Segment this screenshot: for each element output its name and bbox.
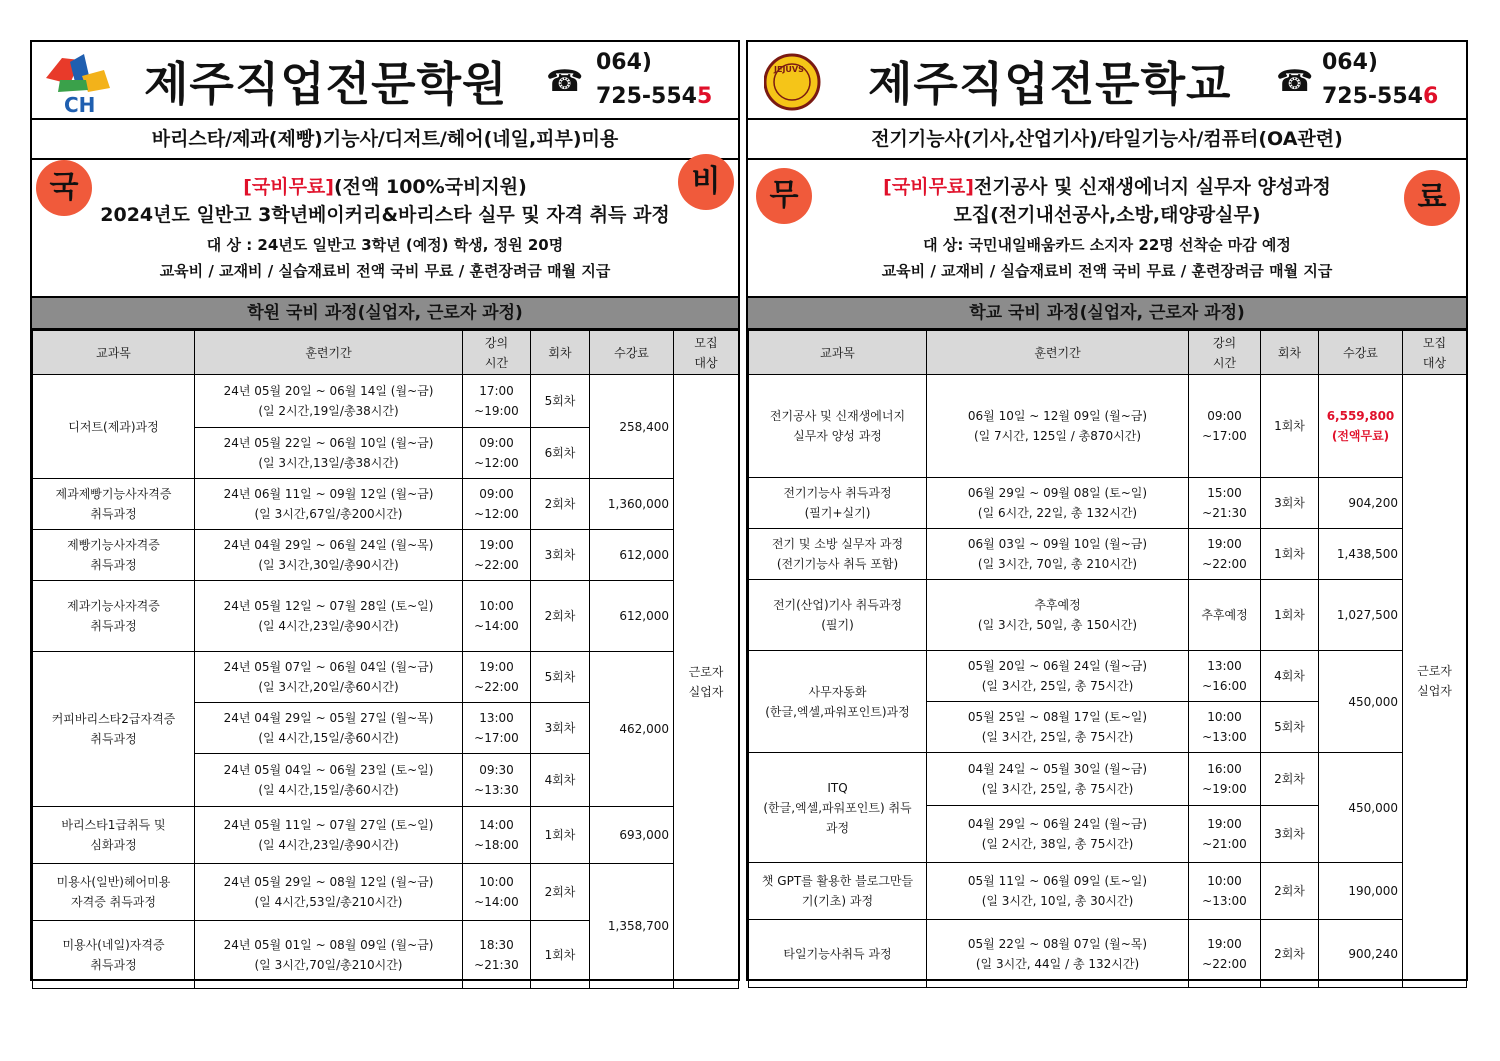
academy-phone-last: 5 (696, 84, 713, 109)
school-phone-main: 725-554 (1322, 84, 1423, 109)
course-round: 5회차 (1261, 702, 1319, 753)
academy-course-table (32, 330, 739, 989)
school-subtitle: 전기기능사(기사,산업기사)/타일기능사/컴퓨터(OA관련) (748, 120, 1466, 160)
table-row (33, 864, 739, 921)
column-header: 모집 대상 (1403, 331, 1467, 375)
school-phone-last: 6 (1422, 84, 1439, 109)
course-round: 3회차 (1261, 478, 1319, 529)
course-period: 06월 10일 ~ 12월 09일 (월~금) (일 7시간, 125일 / 총870시간) (927, 375, 1189, 478)
course-subject: ITQ (한글,엑셀,파워포인트) 취득 과정 (749, 753, 927, 863)
column-header: 훈련기간 (927, 331, 1189, 375)
table-row (33, 652, 739, 703)
course-time: 10:00 ~13:00 (1189, 863, 1261, 920)
column-header: 교과목 (749, 331, 927, 375)
course-period: 06월 03일 ~ 09월 10일 (월~금) (일 3시간, 70일, 총 210시간) (927, 529, 1189, 580)
column-header: 강의 시간 (463, 331, 531, 375)
course-fee: 450,000 (1319, 651, 1403, 753)
course-period: 24년 04월 29일 ~ 05월 27일 (월~목) (일 4시간,15일/총60시간) (195, 703, 463, 754)
promo-free-tag: [국비무료] (243, 176, 334, 198)
course-fee: 1,360,000 (590, 479, 674, 530)
course-round: 4회차 (1261, 651, 1319, 702)
course-fee: 258,400 (590, 375, 674, 479)
course-time: 13:00 ~17:00 (463, 703, 531, 754)
course-period: 24년 05월 01일 ~ 08월 09일 (월~금) (일 3시간,70일/총210시간) (195, 921, 463, 989)
academy-section-title: 학원 국비 과정(실업자, 근로자 과정) (32, 298, 738, 330)
course-subject: 제과제빵기능사자격증 취득과정 (33, 479, 195, 530)
course-time: 19:00 ~22:00 (1189, 920, 1261, 988)
course-round: 5회차 (531, 652, 590, 703)
promo-headline: 전기공사 및 신재생에너지 실무자 양성과정 (973, 176, 1331, 198)
course-period: 24년 06월 11일 ~ 09월 12일 (월~금) (일 3시간,67일/총200시간) (195, 479, 463, 530)
column-header: 회차 (1261, 331, 1319, 375)
promo-target: 대 상: 국민내일배움카드 소지자 22명 선착순 마감 예정 (923, 236, 1291, 254)
academy-title: 제주직업전문학원 (144, 57, 508, 111)
promo-headline: (전액 100%국비지원) (333, 176, 527, 198)
course-subject: 바리스타1급취득 및 심화과정 (33, 807, 195, 864)
course-round: 1회차 (1261, 580, 1319, 651)
course-time: 19:00 ~21:00 (1189, 806, 1261, 863)
promo-free-tag: [국비무료] (883, 176, 974, 198)
course-period: 05월 22일 ~ 08월 07일 (월~목) (일 3시간, 44일 / 총 132시간) (927, 920, 1189, 988)
course-subject: 미용사(네일)자격증 취득과정 (33, 921, 195, 989)
table-row (33, 479, 739, 530)
course-period: 06월 29일 ~ 09월 08일 (토~일) (일 6시간, 22일, 총 132시간) (927, 478, 1189, 529)
course-fee: 612,000 (590, 581, 674, 652)
course-time: 09:30 ~13:30 (463, 754, 531, 807)
table-row (749, 478, 1467, 529)
column-header: 모집 대상 (674, 331, 739, 375)
course-time: 13:00 ~16:00 (1189, 651, 1261, 702)
course-time: 19:00 ~22:00 (463, 530, 531, 581)
course-round: 1회차 (531, 807, 590, 864)
recruit-target: 근로자 실업자 (674, 375, 739, 989)
table-row (749, 863, 1467, 920)
academy-panel (32, 42, 738, 989)
course-round: 3회차 (531, 530, 590, 581)
course-fee: 904,200 (1319, 478, 1403, 529)
course-subject: 전기공사 및 신재생에너지 실무자 양성 과정 (749, 375, 927, 478)
school-logo-text: JEJUVS (774, 65, 804, 74)
school-phone-prefix: 064) (1322, 50, 1378, 75)
course-period: 24년 05월 20일 ~ 06월 14일 (월~금) (일 2시간,19일/총38시간) (195, 375, 463, 428)
course-subject: 커피바리스타2급자격증 취득과정 (33, 652, 195, 807)
table-row (749, 529, 1467, 580)
course-round: 3회차 (1261, 806, 1319, 863)
course-subject: 미용사(일반)헤어미용 자격증 취득과정 (33, 864, 195, 921)
promo-target: 대 상 : 24년도 일반고 3학년 (예정) 학생, 정원 20명 (206, 236, 564, 254)
course-round: 4회차 (531, 754, 590, 807)
course-round: 2회차 (531, 479, 590, 530)
course-time: 10:00 ~14:00 (463, 864, 531, 921)
academy-phone-main: 725-554 (596, 84, 697, 109)
table-row (33, 581, 739, 652)
course-subject: 제빵기능사자격증 취득과정 (33, 530, 195, 581)
course-time: 19:00 ~22:00 (1189, 529, 1261, 580)
course-time: 10:00 ~14:00 (463, 581, 531, 652)
course-fee: 450,000 (1319, 753, 1403, 863)
promo-course: 모집(전기내선공사,소방,태양광실무) (953, 204, 1261, 226)
recruit-target: 근로자 실업자 (1403, 375, 1467, 988)
badge-guk: 국 (36, 160, 92, 216)
table-row (749, 375, 1467, 478)
phone-icon: ☎ (1276, 64, 1314, 99)
table-row (749, 753, 1467, 806)
school-course-table (748, 330, 1467, 988)
course-time: 추후예정 (1189, 580, 1261, 651)
promo-benefit: 교육비 / 교재비 / 실습재료비 전액 국비 무료 / 훈련장려금 매월 지급 (159, 262, 611, 280)
badge-mu: 무 (756, 168, 812, 224)
school-logo (764, 50, 842, 114)
course-period: 05월 11일 ~ 06월 09일 (토~일) (일 3시간, 10일, 총 30시간) (927, 863, 1189, 920)
course-round: 2회차 (1261, 920, 1319, 988)
course-period: 05월 25일 ~ 08월 17일 (토~일) (일 3시간, 25일, 총 75시간) (927, 702, 1189, 753)
course-round: 2회차 (1261, 863, 1319, 920)
academy-phone (596, 46, 712, 114)
course-fee: 693,000 (590, 807, 674, 864)
panel-divider (738, 40, 748, 981)
school-phone (1322, 46, 1438, 114)
academy-logo-text: CH (64, 93, 96, 114)
course-period: 04월 29일 ~ 06월 24일 (월~금) (일 2시간, 38일, 총 75시간) (927, 806, 1189, 863)
course-time: 09:00 ~17:00 (1189, 375, 1261, 478)
table-row (749, 920, 1467, 988)
course-subject: 디저트(제과)과정 (33, 375, 195, 479)
course-time: 19:00 ~22:00 (463, 652, 531, 703)
course-subject: 챗 GPT를 활용한 블로그만들 기(기초) 과정 (749, 863, 927, 920)
academy-header (32, 42, 738, 120)
academy-logo (40, 50, 118, 114)
course-time: 10:00 ~13:00 (1189, 702, 1261, 753)
course-subject: 전기기능사 취득과정 (필기+실기) (749, 478, 927, 529)
course-period: 24년 05월 04일 ~ 06월 23일 (토~일) (일 4시간,15일/총60시간) (195, 754, 463, 807)
course-subject: 타일기능사취득 과정 (749, 920, 927, 988)
course-period: 24년 05월 11일 ~ 07월 27일 (토~일) (일 4시간,23일/총90시간) (195, 807, 463, 864)
course-round: 2회차 (1261, 753, 1319, 806)
column-header: 수강료 (590, 331, 674, 375)
column-header: 교과목 (33, 331, 195, 375)
academy-subtitle: 바리스타/제과(제빵)기능사/디저트/헤어(네일,피부)미용 (32, 120, 738, 160)
column-header: 강의 시간 (1189, 331, 1261, 375)
course-fee: 1,027,500 (1319, 580, 1403, 651)
course-fee: 1,358,700 (590, 864, 674, 989)
course-period: 추후예정 (일 3시간, 50일, 총 150시간) (927, 580, 1189, 651)
table-row (33, 375, 739, 428)
course-time: 18:30 ~21:30 (463, 921, 531, 989)
course-round: 3회차 (531, 703, 590, 754)
course-subject: 전기 및 소방 실무자 과정 (전기기능사 취득 포함) (749, 529, 927, 580)
course-round: 1회차 (1261, 375, 1319, 478)
course-period: 24년 05월 29일 ~ 08월 12일 (월~금) (일 4시간,53일/총210시간) (195, 864, 463, 921)
course-round: 5회차 (531, 375, 590, 428)
badge-ryo: 료 (1404, 170, 1460, 226)
course-time: 17:00 ~19:00 (463, 375, 531, 428)
academy-promo (32, 160, 738, 298)
school-panel (748, 42, 1466, 988)
table-row (33, 530, 739, 581)
course-time: 14:00 ~18:00 (463, 807, 531, 864)
course-round: 1회차 (531, 921, 590, 989)
promo-benefit: 교육비 / 교재비 / 실습재료비 전액 국비 무료 / 훈련장려금 매월 지급 (881, 262, 1333, 280)
course-round: 2회차 (531, 864, 590, 921)
course-time: 09:00 ~12:00 (463, 479, 531, 530)
course-time: 16:00 ~19:00 (1189, 753, 1261, 806)
badge-bi: 비 (678, 154, 734, 210)
school-section-title: 학교 국비 과정(실업자, 근로자 과정) (748, 298, 1466, 330)
course-time: 09:00 ~12:00 (463, 428, 531, 479)
course-fee: 190,000 (1319, 863, 1403, 920)
course-time: 15:00 ~21:30 (1189, 478, 1261, 529)
course-subject: 제과기능사자격증 취득과정 (33, 581, 195, 652)
course-fee: 612,000 (590, 530, 674, 581)
course-fee: 900,240 (1319, 920, 1403, 988)
table-row (749, 651, 1467, 702)
table-row (33, 807, 739, 864)
course-subject: 사무자동화 (한글,엑셀,파워포인트)과정 (749, 651, 927, 753)
course-period: 05월 20일 ~ 06월 24일 (월~금) (일 3시간, 25일, 총 75시간) (927, 651, 1189, 702)
school-title: 제주직업전문학교 (868, 57, 1232, 111)
course-fee: 1,438,500 (1319, 529, 1403, 580)
course-fee: 462,000 (590, 652, 674, 807)
promo-course: 2024년도 일반고 3학년베이커리&바리스타 실무 및 자격 취득 과정 (100, 204, 670, 226)
academy-phone-prefix: 064) (596, 50, 652, 75)
course-period: 04월 24일 ~ 05월 30일 (월~금) (일 3시간, 25일, 총 75시간) (927, 753, 1189, 806)
course-subject: 전기(산업)기사 취득과정 (필기) (749, 580, 927, 651)
school-promo (748, 160, 1466, 298)
column-header: 수강료 (1319, 331, 1403, 375)
course-round: 1회차 (1261, 529, 1319, 580)
course-period: 24년 04월 29일 ~ 06월 24일 (월~목) (일 3시간,30일/총90시간) (195, 530, 463, 581)
column-header: 회차 (531, 331, 590, 375)
course-round: 6회차 (531, 428, 590, 479)
course-period: 24년 05월 22일 ~ 06월 10일 (월~금) (일 3시간,13일/총38시간) (195, 428, 463, 479)
table-row (749, 580, 1467, 651)
school-header (748, 42, 1466, 120)
column-header: 훈련기간 (195, 331, 463, 375)
course-period: 24년 05월 12일 ~ 07월 28일 (토~일) (일 4시간,23일/총90시간) (195, 581, 463, 652)
phone-icon: ☎ (546, 64, 584, 99)
course-round: 2회차 (531, 581, 590, 652)
course-fee: 6,559,800 (전액무료) (1319, 375, 1403, 478)
course-period: 24년 05월 07일 ~ 06월 04일 (월~금) (일 3시간,20일/총60시간) (195, 652, 463, 703)
